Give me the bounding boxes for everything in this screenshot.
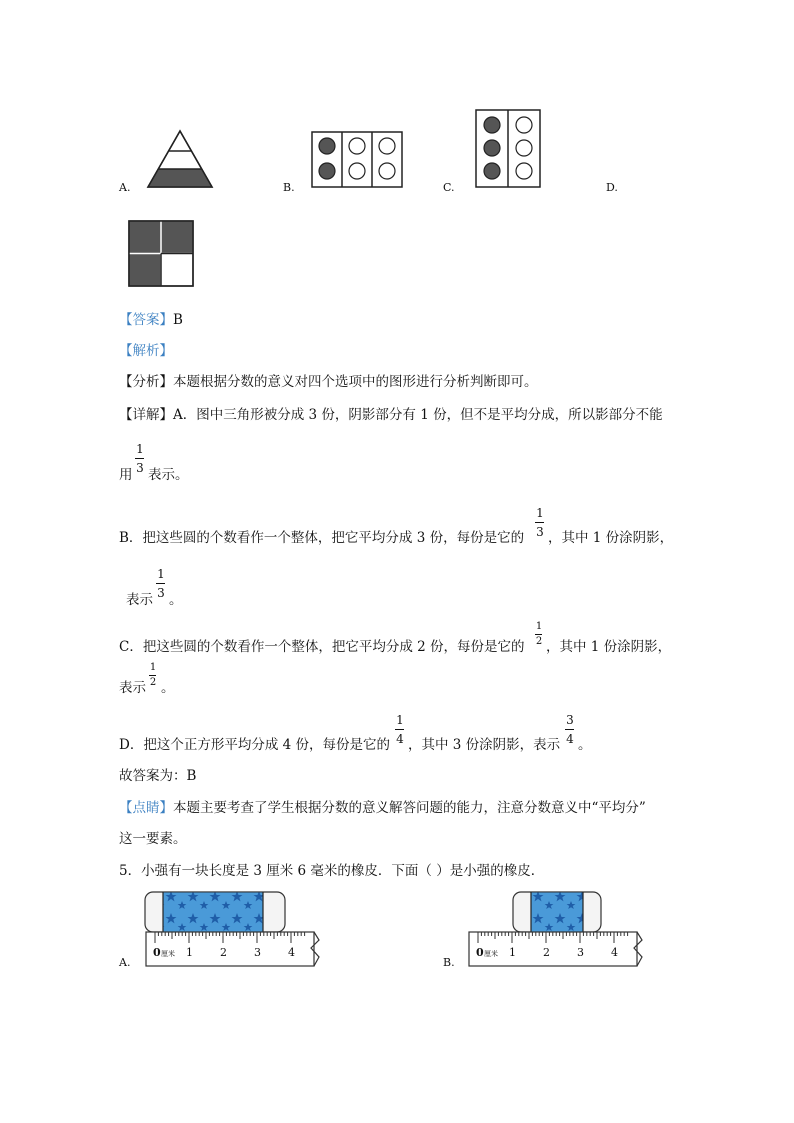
frac-c1-den: 2 [535, 636, 543, 647]
analysis-tag: 【解析】 [119, 343, 173, 359]
frac-c1-num: 1 [535, 621, 543, 632]
frac-c2-bar [149, 675, 156, 676]
dianjing-text1: 本题主要考查了学生根据分数的意义解答问题的能力，注意分数意义中“平均分” [173, 800, 646, 816]
xiangjie-a-line1 [119, 409, 663, 423]
ruler-eraser-b [466, 889, 644, 969]
frac-c2-den: 2 [149, 677, 157, 688]
question-5-text: 5．小强有一块长度是 3 厘米 6 毫米的橡皮．下面（ ）是小强的橡皮． [119, 863, 545, 879]
ruler-b-num-3: 3 [577, 946, 584, 959]
xiangjie-d-mid: ，其中 3 份涂阴影，表示 [408, 737, 561, 753]
dianjing-tag: 【点睛】 [119, 800, 173, 816]
frac-b2-num: 1 [157, 567, 165, 581]
frac-b2-bar [156, 583, 165, 584]
xiangjie-c-line2-pre: 表示 [119, 680, 146, 696]
square-figure [128, 220, 194, 287]
frac-a-den: 3 [136, 461, 144, 475]
ruler-a-num-3: 3 [254, 946, 261, 959]
xiangjie-c-line1-pre: C．把这些圆的个数看作一个整体，把它平均分成 2 份，每份是它的 [119, 639, 525, 655]
fenxi-tag: 【分析】 [119, 374, 173, 390]
frac-d1-den: 4 [396, 732, 404, 746]
ruler-a-num-4: 4 [288, 946, 295, 959]
xiangjie-c-line2-post: 。 [161, 680, 175, 696]
circles-grid-3x2 [311, 131, 403, 188]
frac-d2-den: 4 [566, 732, 574, 746]
frac-b2-den: 3 [157, 586, 165, 600]
xiangjie-c-line1-post: ，其中 1 份涂阴影， [546, 639, 672, 655]
frac-d1-bar [395, 729, 404, 730]
final-answer: 故答案为：B [119, 768, 197, 784]
xiangjie-b-line2-pre: 表示 [126, 592, 153, 608]
ruler-a-unit: 厘米 [161, 950, 175, 958]
q5-option-a-label: A. [119, 956, 131, 969]
triangle-figure [146, 129, 214, 189]
fenxi-text: 本题根据分数的意义对四个选项中的图形进行分析判断即可。 [173, 374, 538, 390]
frac-a-bar [135, 458, 144, 459]
ruler-b-num-4: 4 [611, 946, 618, 959]
answer-line [119, 314, 183, 328]
dianjing-line1 [119, 802, 646, 816]
answer-tag: 【答案】 [119, 312, 173, 328]
xiangjie-a-line2-post: 表示。 [148, 467, 189, 483]
ruler-b-num-2: 2 [543, 946, 550, 959]
xiangjie-d-post: 。 [578, 737, 592, 753]
ruler-eraser-a [143, 889, 321, 969]
xiangjie-b-line2-post: 。 [169, 592, 183, 608]
q5-option-b-label: B. [443, 956, 455, 969]
dianjing-line2: 这一要素。 [119, 831, 187, 847]
ruler-a-zero: 0 [153, 946, 161, 959]
xiangjie-b-line1-post: ，其中 1 份涂阴影， [548, 530, 674, 546]
ruler-b-zero: 0 [476, 946, 484, 959]
circles-grid-2x3 [475, 109, 542, 188]
frac-a-num: 1 [136, 442, 144, 456]
frac-b1-num: 1 [536, 506, 544, 520]
frac-d1-num: 1 [396, 713, 404, 727]
frac-d2-bar [565, 729, 574, 730]
frac-c2-num: 1 [149, 662, 157, 673]
xiangjie-d-pre: D．把这个正方形平均分成 4 份，每份是它的 [119, 737, 390, 753]
ruler-b-unit: 厘米 [484, 950, 498, 958]
ruler-a-num-2: 2 [220, 946, 227, 959]
xiangjie-a-line2-pre: 用 [119, 467, 133, 483]
frac-c1-bar [535, 634, 542, 635]
fenxi-line [119, 376, 538, 390]
frac-b1-den: 3 [536, 525, 544, 539]
option-a-label: A. [119, 181, 131, 194]
answer-value: B [173, 312, 183, 328]
xiangjie-b-line1-pre: B．把这些圆的个数看作一个整体，把它平均分成 3 份，每份是它的 [119, 530, 525, 546]
option-b-label: B. [283, 181, 295, 194]
xiangjie-tag: 【详解】 [119, 407, 173, 423]
ruler-a-num-1: 1 [186, 946, 193, 959]
xiangjie-a-text1: A．图中三角形被分成 3 份，阴影部分有 1 份，但不是平均分成，所以影部分不能 [173, 407, 663, 423]
frac-d2-num: 3 [566, 713, 574, 727]
ruler-b-num-1: 1 [509, 946, 516, 959]
option-c-label: C. [443, 181, 455, 194]
option-d-label: D. [606, 181, 618, 194]
frac-b1-bar [535, 522, 544, 523]
